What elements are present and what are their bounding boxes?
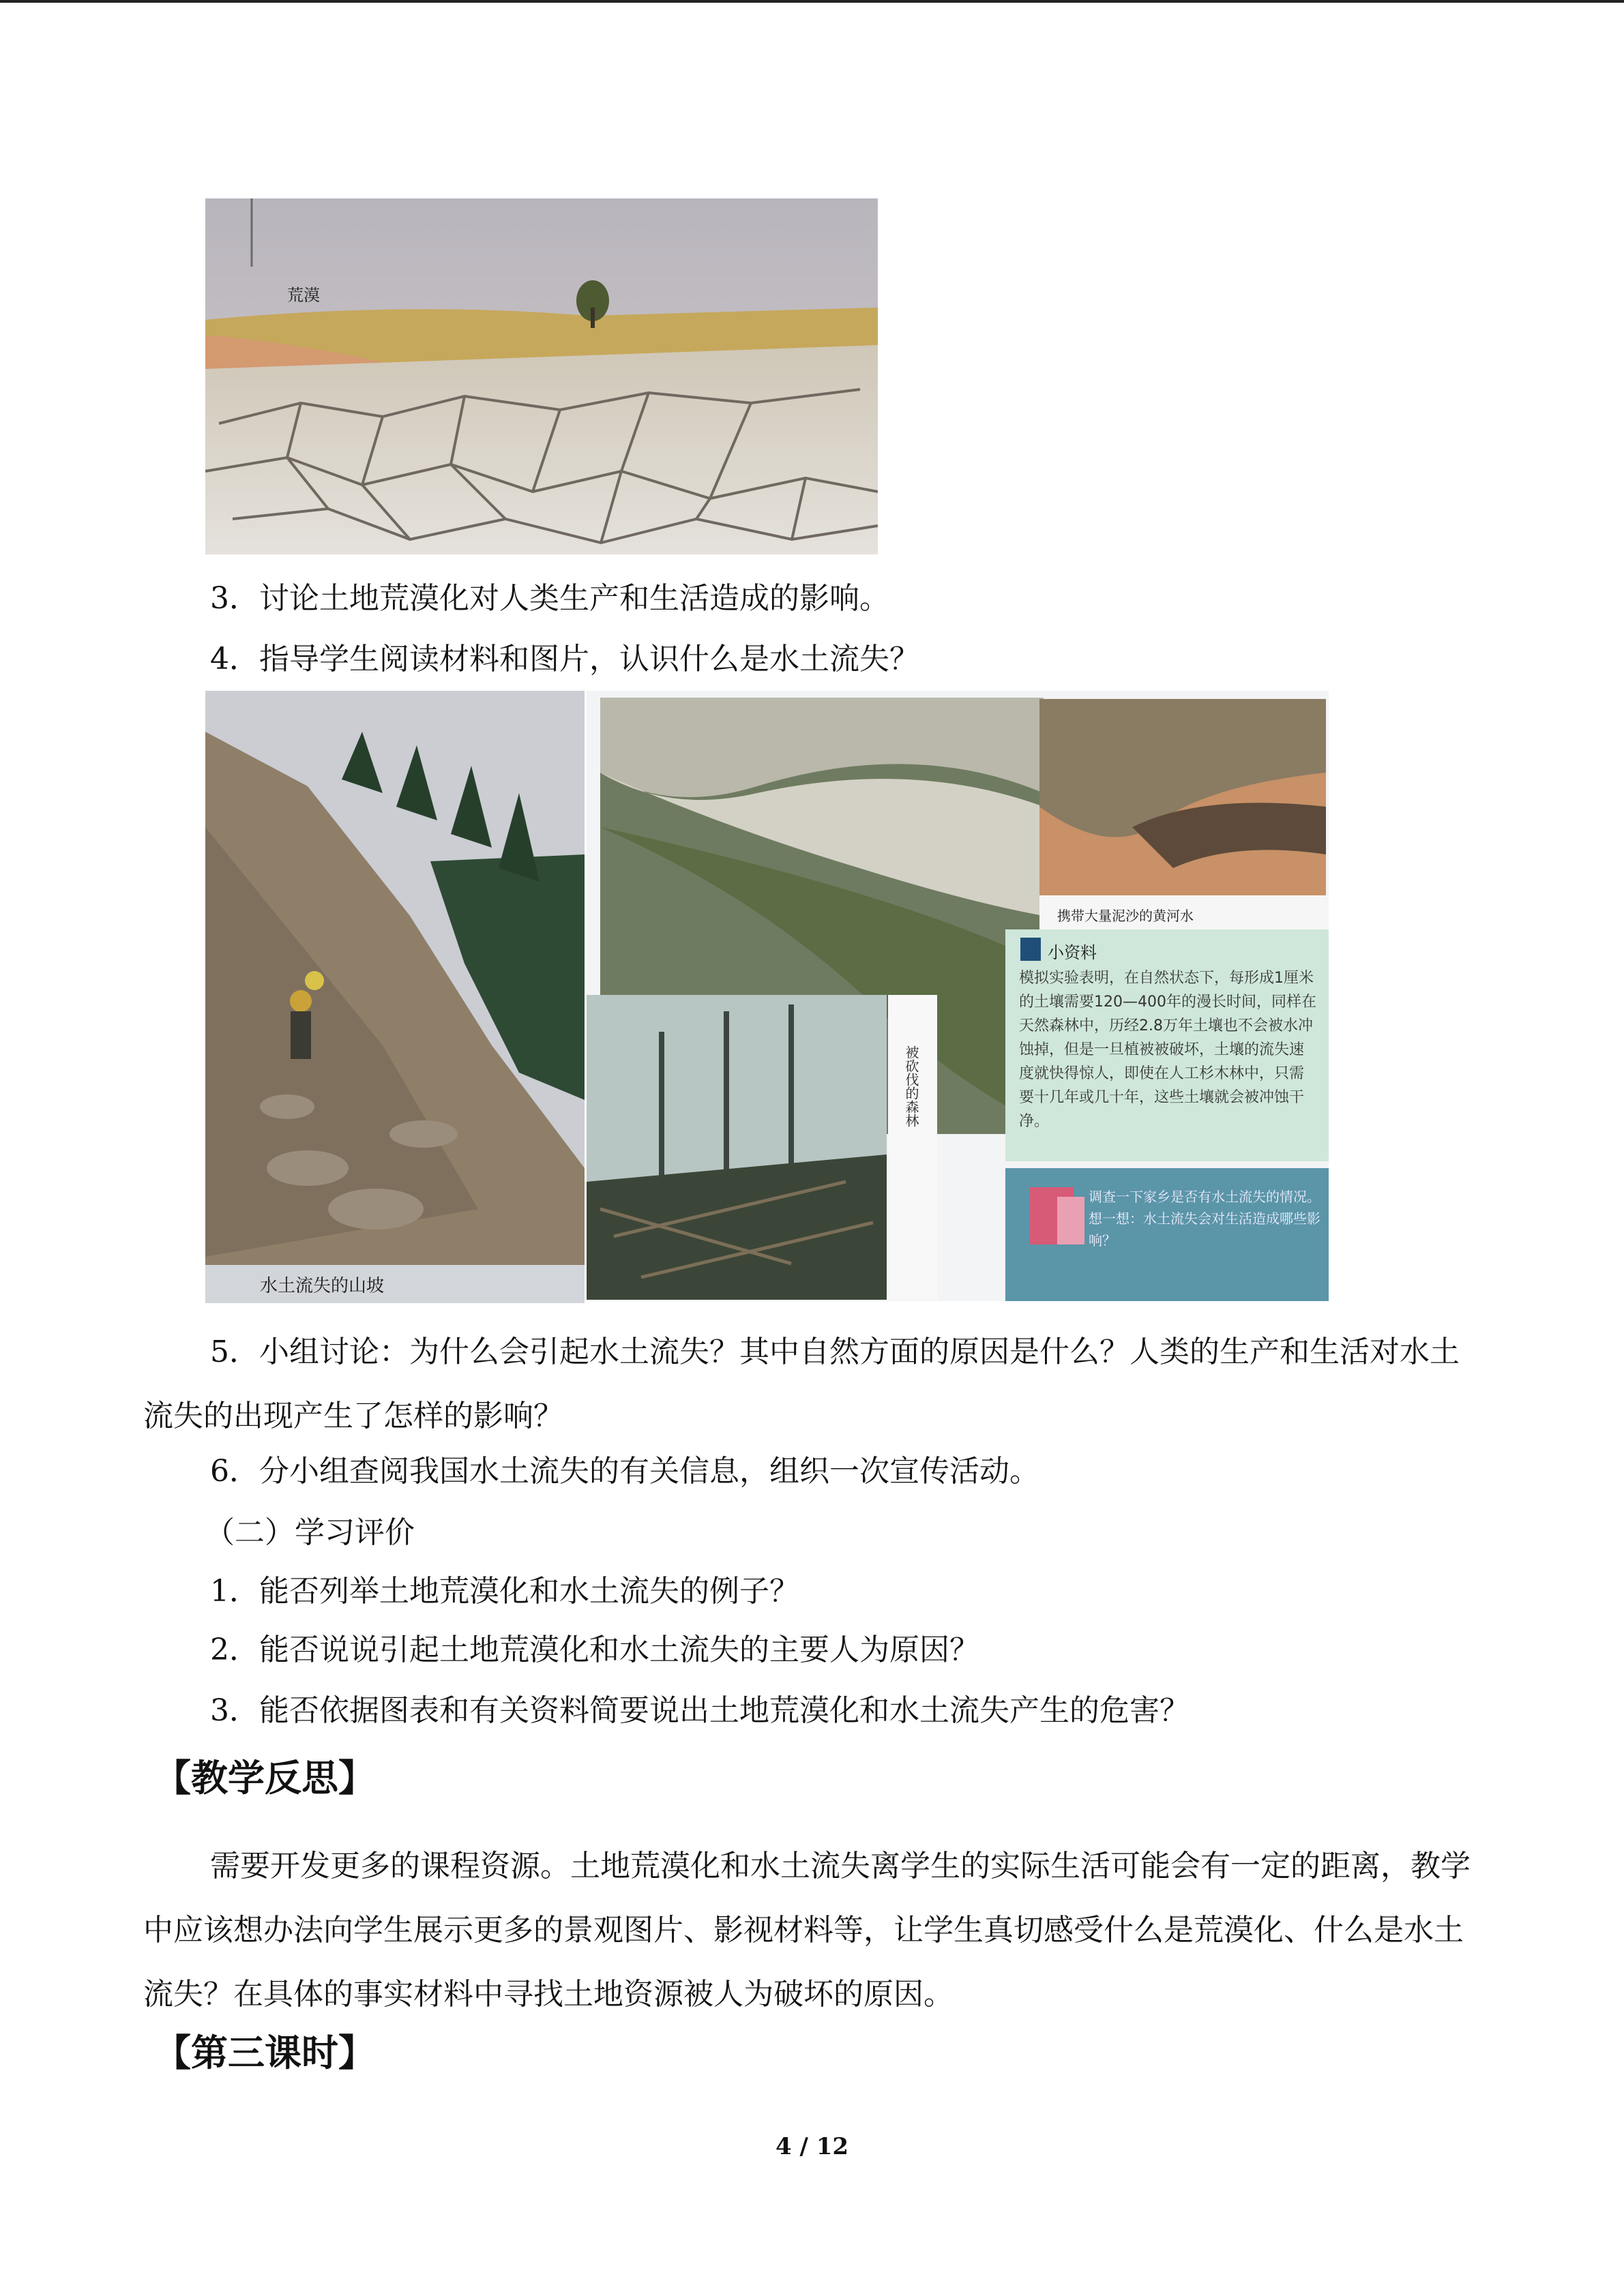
slope-caption: 水土流失的山坡 — [260, 1276, 385, 1296]
item-4: 4．指导学生阅读材料和图片，认识什么是水土流失？ — [210, 642, 919, 676]
evaluation-title: （二）学习评价 — [205, 1515, 415, 1550]
item-6: 6．分小组查阅我国水土流失的有关信息，组织一次宣传活动。 — [210, 1454, 1039, 1489]
info-box-title: 小资料 — [1048, 943, 1097, 962]
lesson3-heading: 【第三课时】 — [154, 2031, 375, 2074]
reflection-heading: 【教学反思】 — [154, 1757, 375, 1800]
evaluation-3: 3．能否依据图表和有关资料简要说出土地荒漠化和水土流失产生的危害？ — [210, 1693, 1190, 1728]
erosion-collage — [587, 691, 1329, 1301]
eroded-slope-photo — [205, 691, 585, 1303]
reflection-text: 需要开发更多的课程资源。土地荒漠化和水土流失离学生的实际生活可能会有一定的距离，教学中应该想办法向学生展示更多的景观图片、影视材料等，让学生真切感受什么是荒漠化、什么是水土流失？在具体的事实材料中寻找土地资源被人为破坏的原因。 — [143, 1849, 1471, 2012]
evaluation-2: 2．能否说说引起土地荒漠化和水土流失的主要人为原因？ — [210, 1632, 979, 1667]
top-border — [0, 0, 1624, 3]
desert-photo — [205, 198, 878, 554]
page-number: 4 / 12 — [775, 2133, 849, 2160]
yellow-river-caption: 携带大量泥沙的黄河水 — [1057, 908, 1194, 924]
item-3: 3．讨论土地荒漠化对人类生产和生活造成的影响。 — [210, 581, 889, 616]
forest-caption: 被砍伐的森林 — [903, 1045, 919, 1127]
tip-box-text: 调查一下家乡是否有水土流失的情况。想一想：水土流失会对生活造成哪些影响？ — [1089, 1189, 1320, 1249]
evaluation-1: 1．能否列举土地荒漠化和水土流失的例子？ — [210, 1574, 799, 1609]
item-5: 5．小组讨论：为什么会引起水土流失？其中自然方面的原因是什么？人类的生产和生活对水土流失的出现产生了怎样的影响？ — [143, 1335, 1460, 1433]
desert-label: 荒漠 — [287, 286, 320, 305]
info-box-text: 模拟实验表明，在自然状态下，每形成1厘米的土壤需要120—400年的漫长时间，同样在天然森林中，历经2.8万年土壤也不会被水冲蚀掉，但是一旦植被被破坏，土壤的流失速度就快得惊人，即使在人工杉木林中，只需要十几年或几十年，这些土壤就会被冲蚀干净。 — [1019, 970, 1316, 1130]
